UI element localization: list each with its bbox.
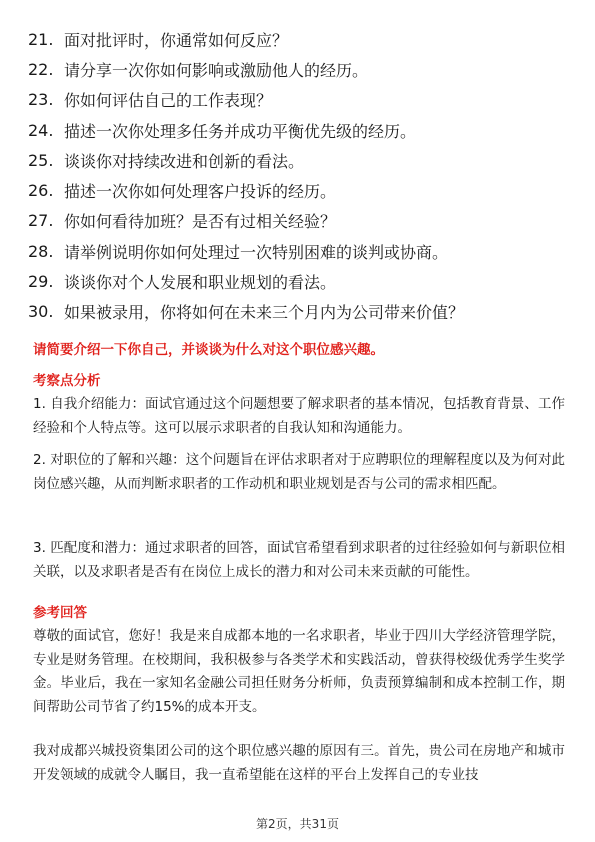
- question-text: 描述一次你处理多任务并成功平衡优先级的经历。: [64, 121, 417, 141]
- question-number: 25.: [28, 150, 54, 170]
- question-number: 28.: [28, 241, 54, 261]
- list-item: [28, 115, 568, 145]
- analysis-point: 1. 自我介绍能力：面试官通过这个问题想要了解求职者的基本情况，包括教育背景、工作经验和个人特点等。这可以展示求职者的自我认知和沟通能力。: [33, 396, 565, 436]
- reference-paragraph: 尊敬的面试官，您好！我是来自成都本地的一名求职者，毕业于四川大学经济管理学院，专业是财务管理。在校期间，我积极参与各类学术和实践活动，曾获得校级优秀学生奖学金。毕业后，我在一家知名金融公司担任财务分析师，负责预算编制和成本控制工作，期间帮助公司节省了约15%的成本开支。: [33, 628, 565, 715]
- list-item: [28, 175, 568, 205]
- list-item: [28, 24, 568, 54]
- question-text: 面对批评时，你通常如何反应？: [64, 30, 289, 50]
- question-text: 你如何评估自己的工作表现？: [64, 91, 273, 111]
- question-text: 如果被录用，你将如何在未来三个月内为公司带来价值？: [64, 303, 465, 323]
- page-footer: 第2页，共31页: [256, 817, 339, 831]
- list-item: [28, 145, 568, 175]
- analysis-heading: 考察点分析: [33, 373, 101, 389]
- question-text: 谈谈你对个人发展和职业规划的看法。: [64, 273, 337, 293]
- list-item: [28, 236, 568, 266]
- reference-heading: 参考回答: [33, 605, 87, 621]
- question-text: 描述一次你如何处理客户投诉的经历。: [64, 182, 337, 202]
- question-text: 请举例说明你如何处理过一次特别困难的谈判或协商。: [64, 242, 449, 262]
- list-item: [28, 54, 568, 84]
- question-list: [28, 24, 568, 327]
- question-number: 24.: [28, 120, 54, 140]
- question-number: 27.: [28, 211, 54, 231]
- list-item: [28, 297, 568, 327]
- question-text: 请分享一次你如何影响或激励他人的经历。: [64, 60, 369, 80]
- question-number: 22.: [28, 59, 54, 79]
- list-item: [28, 266, 568, 296]
- question-number: 29.: [28, 272, 54, 292]
- analysis-point: 3. 匹配度和潜力：通过求职者的回答，面试官希望看到求职者的过往经验如何与新职位相关联，以及求职者是否有在岗位上成长的潜力和对公司未来贡献的可能性。: [33, 540, 565, 580]
- question-number: 23.: [28, 90, 54, 110]
- question-text: 谈谈你对持续改进和创新的看法。: [64, 151, 305, 171]
- reference-paragraph: 我对成都兴城投资集团公司的这个职位感兴趣的原因有三。首先，贵公司在房地产和城市开发领域的成就令人瞩目，我一直希望能在这样的平台上发挥自己的专业技: [33, 743, 565, 783]
- question-number: 30.: [28, 302, 54, 322]
- list-item: [28, 206, 568, 236]
- question-number: 21.: [28, 29, 54, 49]
- question-number: 26.: [28, 181, 54, 201]
- list-item: [28, 85, 568, 115]
- analysis-point: 2. 对职位的了解和兴趣：这个问题旨在评估求职者对于应聘职位的理解程度以及为何对此岗位感兴趣，从而判断求职者的工作动机和职业规划是否与公司的需求相匹配。: [33, 452, 565, 492]
- featured-question: 请简要介绍一下你自己，并谈谈为什么对这个职位感兴趣。: [33, 342, 384, 358]
- question-text: 你如何看待加班？是否有过相关经验？: [64, 212, 337, 232]
